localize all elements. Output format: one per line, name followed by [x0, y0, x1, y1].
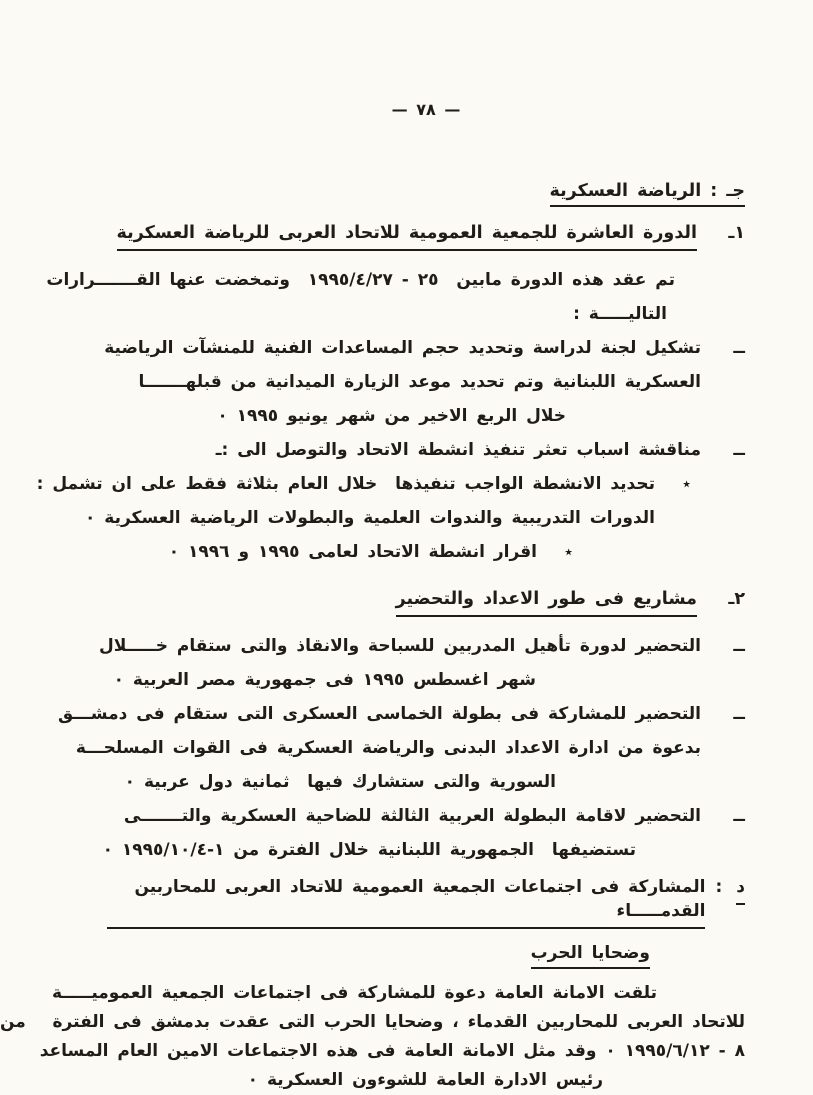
- bullet-line: بدعوة من ادارة الاعداد البدنى والرياضة العسكرية فى القوات المسلحـــة: [75, 738, 701, 758]
- dash-bullet-swimming-course: [98, 629, 745, 697]
- bullet-line: التحضير للمشاركة فى بطولة الخماسى العسكرى التى ستقام فى دمشـــق: [58, 704, 701, 724]
- item-1-number: ١ـ: [728, 223, 745, 243]
- paragraph-line: تم عقد هذه الدورة مابين ٢٥ - ١٩٩٥/٤/٢٧ وتمخضت عنها القـــــــرارات: [46, 270, 675, 290]
- dash-bullet-marker: ــ: [733, 636, 745, 656]
- section-c-heading: [107, 179, 745, 203]
- paragraph-line: للاتحاد العربى للمحاربين القدماء ، وضحايا الحرب التى عقدت بدمشق فى الفترة من: [0, 1012, 745, 1032]
- star-bullet-marker: ٭: [682, 474, 691, 493]
- section-d-title-line1: المشاركة فى اجتماعات الجمعية العمومية للاتحاد العربى للمحاربين القدمـــــاء: [107, 875, 705, 929]
- intro-paragraph: [46, 263, 745, 331]
- star-bullet-approval: [107, 535, 573, 569]
- item-2-title: مشاريع فى طور الاعداد والتحضير: [396, 587, 697, 617]
- item-2-heading: [107, 587, 745, 617]
- bullet-text: [102, 799, 701, 867]
- section-d-heading: [107, 875, 745, 965]
- dash-bullet-marker: ــ: [733, 806, 745, 826]
- bullet-line: خلال الربع الاخير من شهر يونيو ١٩٩٥ ٠: [217, 406, 566, 426]
- bullet-text: [107, 433, 701, 467]
- bullet-line: تحديد الانشطة الواجب تنفيذها خلال العام بثلاثة فقط على ان تشمل :: [36, 474, 655, 494]
- dash-bullet-discussion: [107, 433, 745, 467]
- bullet-text: [58, 697, 701, 799]
- dash-bullet-marker: ــ: [733, 440, 745, 460]
- section-d-letter: د: [736, 875, 745, 905]
- dash-bullet-cross-country: [102, 799, 745, 867]
- paragraph-line: تلقت الامانة العامة دعوة للمشاركة فى اجتماعات الجمعية العموميـــــة: [51, 983, 657, 1003]
- star-bullet-marker: ٭: [564, 542, 573, 561]
- page-number: — ٧٨ —: [391, 100, 461, 119]
- bullet-line: العسكرية اللبنانية وتم تحديد موعد الزيارة الميدانية من قبلهـــــــا: [138, 372, 701, 392]
- star-bullet-activities: [36, 467, 691, 535]
- bullet-line: مناقشة اسباب تعثر تنفيذ انشطة الاتحاد والتوصل الى :ـ: [215, 440, 701, 460]
- bullet-text: [98, 629, 701, 697]
- bullet-line: التحضير لدورة تأهيل المدربين للسباحة والانقاذ والتى ستقام خـــــلال: [98, 636, 701, 656]
- bullet-text: [107, 535, 537, 569]
- closing-paragraph: [0, 979, 745, 1095]
- section-c-title: جـ : الرياضة العسكرية: [550, 181, 746, 207]
- paragraph-line: ٨ - ١٩٩٥/٦/١٢ ٠ وقد مثل الامانة العامة فى هذه الاجتماعات الامين العام المساعد: [39, 1041, 745, 1061]
- bullet-line: شهر اغسطس ١٩٩٥ فى جمهورية مصر العربية ٠: [113, 670, 536, 690]
- bullet-text: [104, 331, 701, 433]
- item-2-number: ٢ـ: [728, 589, 745, 609]
- section-d-title-line1-row: [107, 875, 745, 929]
- section-d-title-line2-row: [107, 941, 650, 965]
- section-d-title-line2: وضحايا الحرب: [531, 943, 650, 969]
- dash-bullet-committee: [104, 331, 745, 433]
- bullet-line: تشكيل لجنة لدراسة وتحديد حجم المساعدات الفنية للمنشآت الرياضية: [104, 338, 701, 358]
- paragraph-line: التاليـــــة :: [573, 304, 667, 324]
- bullet-text: [36, 467, 655, 535]
- item-1-title: الدورة العاشرة للجمعية العمومية للاتحاد العربى للرياضة العسكرية: [117, 221, 697, 251]
- bullet-line: التحضير لاقامة البطولة العربية الثالثة للضاحية العسكرية والتـــــــى: [123, 806, 701, 826]
- bullet-line: اقرار انشطة الاتحاد لعامى ١٩٩٥ و ١٩٩٦ ٠: [168, 542, 537, 562]
- item-1-heading: [107, 221, 745, 251]
- section-d-colon: :: [715, 877, 723, 897]
- dash-bullet-marker: ــ: [733, 338, 745, 358]
- bullet-line: الدورات التدريبية والندوات العلمية والبطولات الرياضية العسكرية ٠: [84, 508, 655, 528]
- dash-bullet-marker: ــ: [733, 704, 745, 724]
- dash-bullet-pentathlon: [58, 697, 745, 799]
- bullet-line: تستضيفها الجمهورية اللبنانية خلال الفترة من ١-١٩٩٥/١٠/٤ ٠: [102, 840, 636, 860]
- paragraph-line: رئيس الادارة العامة للشوءون العسكرية ٠: [247, 1070, 603, 1090]
- bullet-line: السورية والتى ستشارك فيها ثمانية دول عربية ٠: [124, 772, 556, 792]
